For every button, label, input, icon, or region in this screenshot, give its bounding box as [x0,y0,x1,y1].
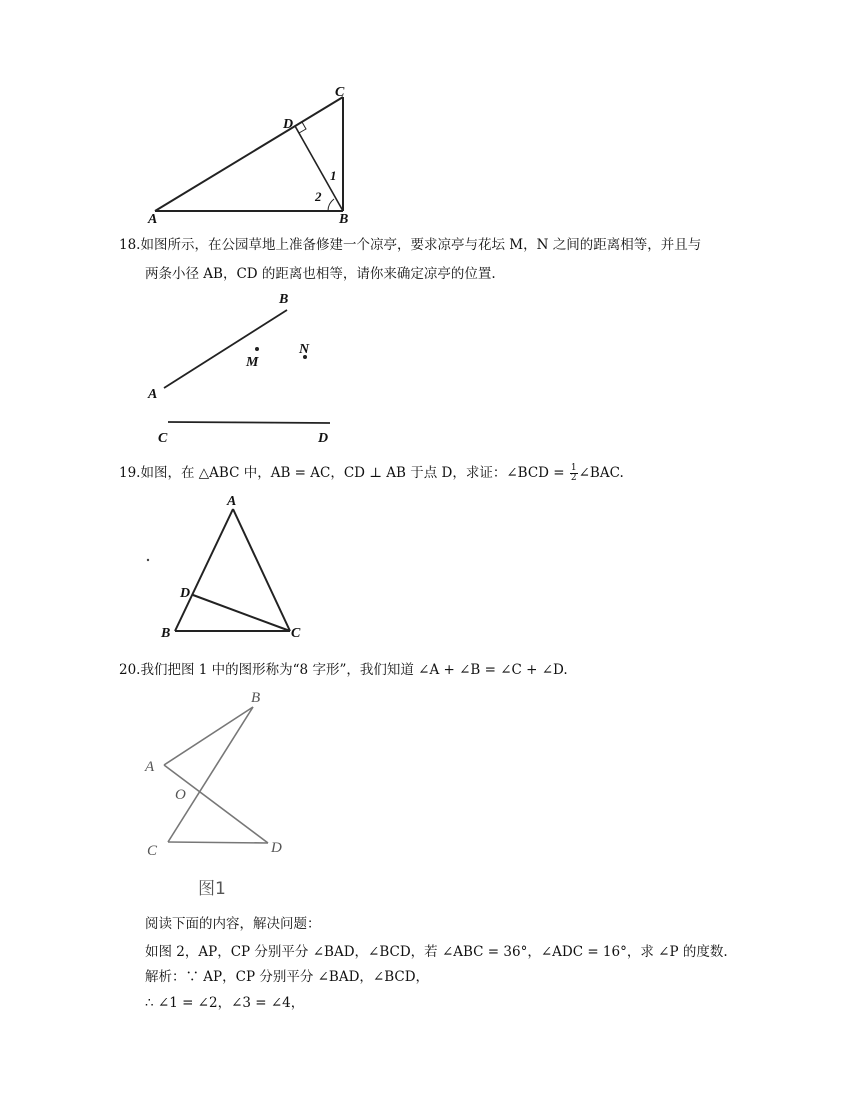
q18-line1 [119,235,701,255]
label-O: O [175,787,186,803]
figure-19-triangle [140,488,320,648]
angle-arc-B [328,199,334,211]
fraction-denominator: 2 [570,473,577,483]
label-C: C [158,431,168,446]
label-B: B [251,690,261,706]
q20-problem-text: 如图 2，AP，CP 分别平分 ∠BAD，∠BCD，若 ∠ABC = 36°，∠ADC = 16°，求 ∠P 的度数. [145,944,728,960]
q19-text-before: 如图，在 △ABC 中，AB = AC，CD ⊥ AB 于点 D，求证：∠BCD = [140,465,569,481]
figure-caption: 图1 [198,879,226,899]
figure-18-paths [140,285,350,450]
q18-line2 [145,264,496,284]
label-A: A [148,387,158,402]
q19-text-after: ∠BAC. [578,465,624,481]
label-D: D [180,586,191,601]
q20-read-prompt-text: 阅读下面的内容，解决问题： [145,916,321,932]
label-angle-1: 1 [330,168,337,183]
label-M: M [246,355,259,370]
label-A: A [227,494,237,509]
q19-line [119,463,624,483]
q20-line1 [119,660,568,680]
q20-solution-line2 [145,993,304,1013]
label-B: B [339,212,349,227]
q20-solution-text-1: 解析：∵ AP，CP 分别平分 ∠BAD，∠BCD， [145,969,430,985]
q20-problem [145,942,728,962]
q18-number: 18. [119,237,141,253]
label-B: B [279,292,289,307]
stray-dot [147,559,149,561]
label-D: D [283,117,294,132]
segment-AD [164,765,268,843]
figure-17-triangle [140,80,370,230]
q18-text-line2: 两条小径 AB，CD 的距离也相等，请你来确定凉亭的位置. [145,266,496,282]
figure-20-eight-shape [140,682,310,902]
label-C: C [147,843,158,859]
q20-solution-line1 [145,967,429,987]
label-B: B [161,626,171,641]
q19-number: 19. [119,465,141,481]
label-D: D [318,431,329,446]
path-CD [168,422,330,423]
segment-AB [175,509,233,631]
label-N: N [299,342,310,357]
point-M [255,347,259,351]
q18-text-line1: 如图所示，在公园草地上准备修建一个凉亭，要求凉亭与花坛 M，N 之间的距离相等，并且与 [140,237,702,253]
q20-read-prompt [145,914,321,934]
q20-solution-text-2: ∴ ∠1 = ∠2，∠3 = ∠4， [145,995,305,1011]
label-C: C [335,85,345,100]
label-C: C [291,626,301,641]
q20-number: 20. [119,662,141,678]
path-AB [164,310,287,388]
segment-CD [168,842,268,843]
label-angle-2: 2 [315,189,322,204]
segment-AB [164,707,253,765]
label-A: A [148,212,158,227]
fraction-one-half [570,464,578,483]
label-A: A [145,759,155,775]
fraction-numerator: 1 [570,463,577,473]
q20-text-line1: 我们把图 1 中的图形称为“8 字形”，我们知道 ∠A + ∠B = ∠C + ∠D. [140,662,568,678]
label-D: D [271,840,282,856]
